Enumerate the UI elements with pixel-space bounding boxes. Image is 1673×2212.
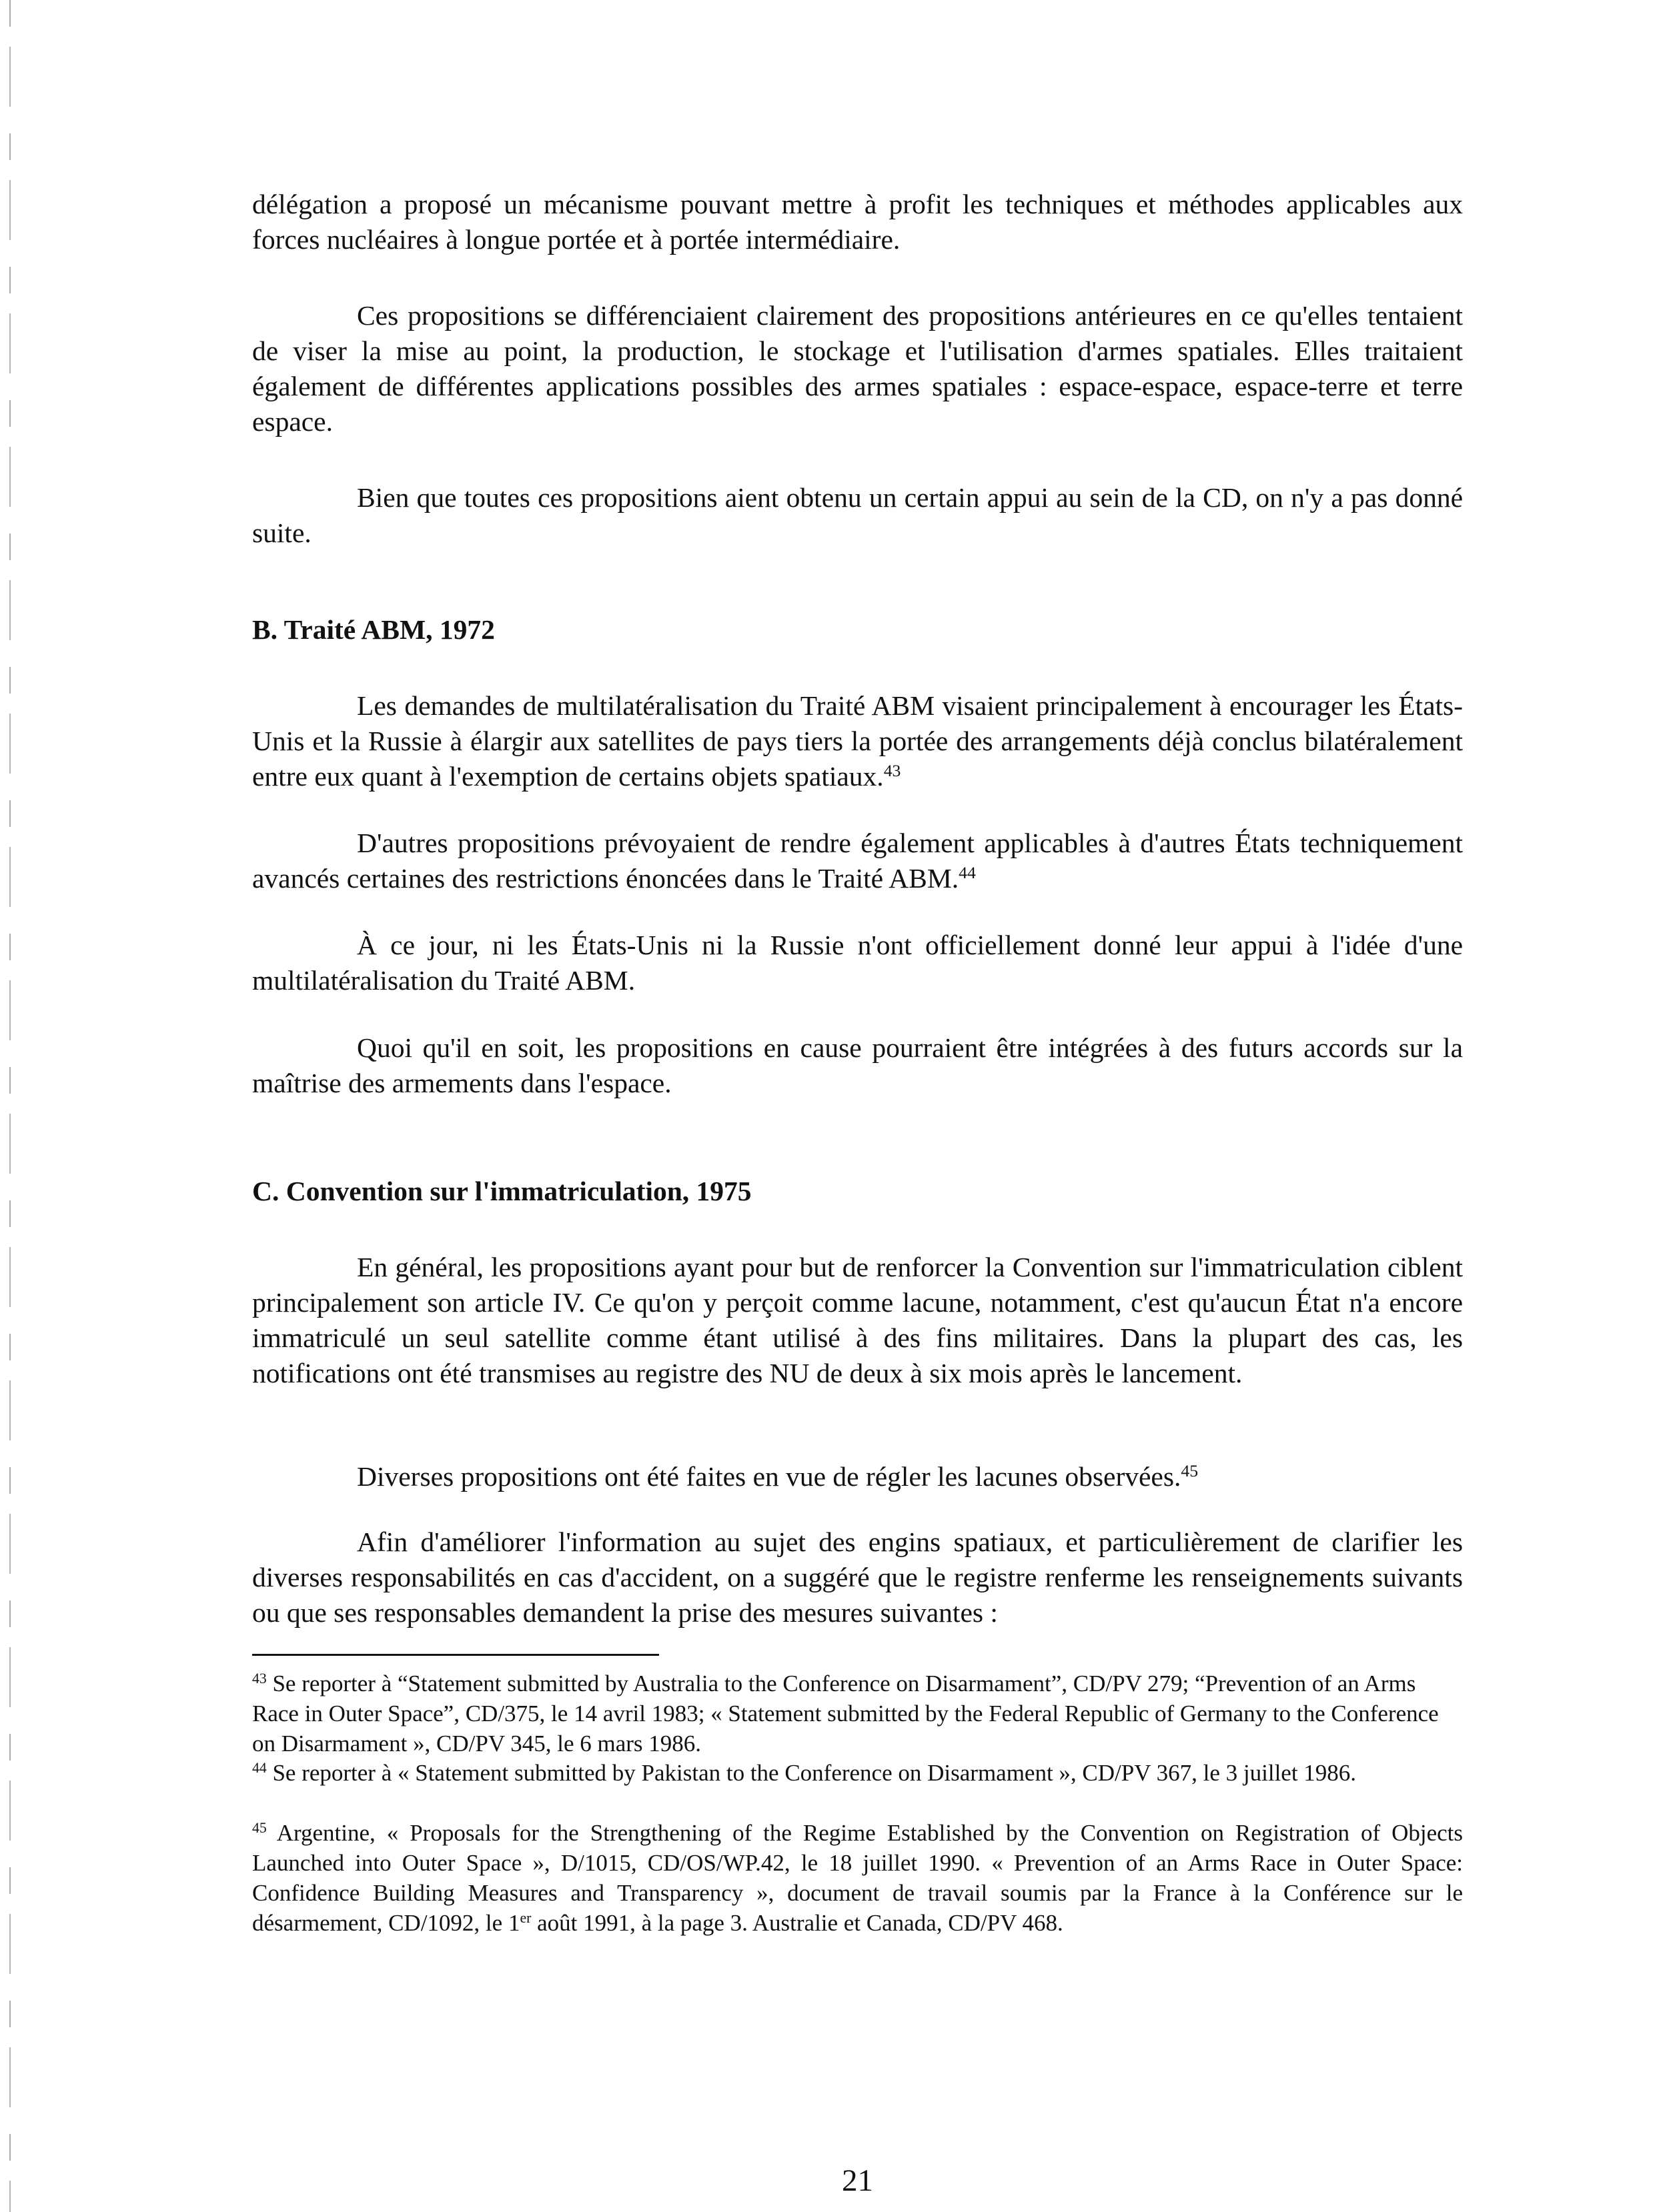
footnote-45 bbox=[252, 1818, 1463, 1938]
page-number: 21 bbox=[842, 2163, 873, 2198]
footnote-43 bbox=[252, 1669, 1463, 1759]
footnote-text-end: août 1991, à la page 3. Australie et Canada, CD/PV 468. bbox=[531, 1910, 1063, 1936]
paragraph-text: Diverses propositions ont été faites en vue de régler les lacunes observées. bbox=[357, 1461, 1181, 1492]
footnote-text: Se reporter à « Statement submitted by Pakistan to the Conference on Disarmament », CD/PV 367, le 3 juillet 1986. bbox=[272, 1760, 1357, 1786]
footnote-number: 44 bbox=[252, 1760, 267, 1777]
footnote-ref-45: 45 bbox=[1181, 1460, 1199, 1480]
paragraph-text: Les demandes de multilatéralisation du Traité ABM visaient principalement à encourager les États-Unis et la Russie à élargir aux satellites de pays tiers la portée des arrangements déjà conclus bilatéralement entre eux quant à l'exemption de certains objets spatiaux. bbox=[252, 690, 1463, 792]
footnote-text: Argentine, « Proposals for the Strengthening of the Regime Established by the Convention on Registration of Objects Launched into Outer Space », D/1015, CD/OS/WP.42, le 18 juillet 1990. « Prevention of an Arms Race in Outer Space: Confidence Building Measures and Transparency », document de travail soumis par la France à la Conférence sur le désarmement, CD/1092, le 1 bbox=[252, 1820, 1463, 1936]
paragraph-abm-support: À ce jour, ni les États-Unis ni la Russie n'ont officiellement donné leur appui à l'idée d'une multilatéralisation du Traité ABM. bbox=[252, 930, 1463, 996]
paragraph-registration-proposals bbox=[252, 1459, 1463, 1494]
scan-margin-line bbox=[9, 0, 11, 2212]
paragraph-registration-general: En général, les propositions ayant pour but de renforcer la Convention sur l'immatriculation ciblent principalement son article IV. Ce qu'on y perçoit comme lacune, notamment, c'est qu'aucun État n'a encore immatriculé un seul satellite comme étant utilisé à des fins militaires. Dans la plupart des cas, les notifications ont été transmises au registre des NU de deux à six mois après le lancement. bbox=[252, 1252, 1463, 1388]
paragraph-propositions: Ces propositions se différenciaient clairement des propositions antérieures en ce qu'elles tentaient de viser la mise au point, la production, le stockage et l'utilisation d'armes spatiales. Elles traitaient également de différentes applications possibles des armes spatiales : espace-espace, espace-terre et terre espace. bbox=[252, 300, 1463, 437]
footnote-ref-44: 44 bbox=[959, 862, 976, 882]
paragraph-continuation: délégation a proposé un mécanisme pouvant mettre à profit les techniques et méthodes applicables aux forces nucléaires à longue portée et à portée intermédiaire. bbox=[252, 189, 1463, 255]
footnote-text: Se reporter à “Statement submitted by Australia to the Conference on Disarmament”, CD/PV 279; “Prevention of an Arms Race in Outer Space”, CD/375, le 14 avril 1983; « Statement submitted by the Federal Republic of Germany to the Conference on Disarmament », CD/PV 345, le 6 mars 1986. bbox=[252, 1671, 1439, 1757]
paragraph-abm-other-states bbox=[252, 826, 1463, 896]
heading-section-c: C. Convention sur l'immatriculation, 1975 bbox=[252, 1176, 752, 1206]
footnote-ref-43: 43 bbox=[883, 760, 901, 780]
paragraph-text: D'autres propositions prévoyaient de rendre également applicables à d'autres États techniquement avancés certaines des restrictions énoncées dans le Traité ABM. bbox=[252, 828, 1463, 894]
paragraph-abm-multilateral bbox=[252, 688, 1463, 794]
heading-section-b: B. Traité ABM, 1972 bbox=[252, 614, 495, 645]
paragraph-registration-improve: Afin d'améliorer l'information au sujet des engins spatiaux, et particulièrement de clarifier les diverses responsabilités en cas d'accident, on a suggéré que le registre renferme les renseignements suivants ou que ses responsables demandent la prise des mesures suivantes : bbox=[252, 1526, 1463, 1628]
footnote-44 bbox=[252, 1758, 1463, 1788]
footnote-separator bbox=[252, 1654, 659, 1656]
footnote-number: 45 bbox=[252, 1820, 267, 1837]
footnote-ordinal: er bbox=[520, 1910, 532, 1927]
paragraph-no-follow-up: Bien que toutes ces propositions aient obtenu un certain appui au sein de la CD, on n'y a pas donné suite. bbox=[252, 482, 1463, 548]
paragraph-abm-future: Quoi qu'il en soit, les propositions en cause pourraient être intégrées à des futurs accords sur la maîtrise des armements dans l'espace. bbox=[252, 1032, 1463, 1098]
footnote-number: 43 bbox=[252, 1671, 267, 1687]
